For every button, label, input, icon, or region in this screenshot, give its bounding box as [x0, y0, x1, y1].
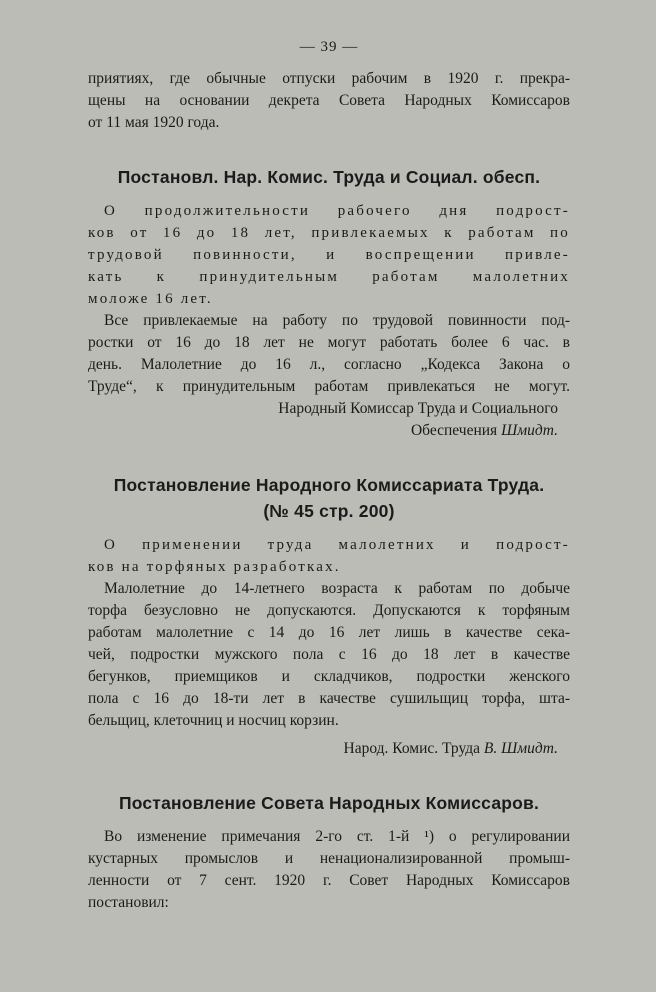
- text-line: Во изменение примечания 2-го ст. 1-й ¹) о регулировании: [104, 828, 570, 845]
- section-body: [88, 578, 570, 732]
- section-heading: Постановление Совета Народных Комиссаров.: [118, 793, 540, 813]
- text-line: Труде“, к принудительным работам привлекаться не могут.: [88, 378, 570, 395]
- section-subheading: (№ 45 стр. 200): [263, 501, 395, 521]
- text-line: кустарных промыслов и ненационализированной промыш-: [88, 850, 570, 867]
- signature-name: В. Шмидт.: [483, 740, 558, 757]
- text-line: щены на основании декрета Совета Народных Комиссаров: [88, 92, 570, 109]
- text-line: бегунков, приемщиков и складчиков, подростки женского: [88, 668, 570, 685]
- text-line: ков на торфяных разработках.: [88, 559, 341, 575]
- section-heading: Постановл. Нар. Комис. Труда и Социал. обесп.: [117, 167, 541, 187]
- text-line: день. Малолетние до 16 л., согласно „Кодекса Закона о: [88, 356, 570, 373]
- signature-title: Народный Комиссар Труда и Социального: [278, 400, 558, 417]
- section-summary: [88, 534, 570, 578]
- page-number: — 39 —: [299, 39, 359, 55]
- text-line: постановил:: [88, 894, 169, 911]
- text-line: торфа безусловно не допускаются. Допускаются к торфяным: [88, 602, 570, 619]
- text-line: трудовой повинности, и воспрещении привле-: [88, 247, 570, 263]
- text-line: пола с 16 до 18-ти лет в качестве сушильщиц торфа, шта-: [88, 690, 570, 707]
- text-line: кать к принудительным работам малолетних: [88, 269, 570, 285]
- text-line: чей, подростки мужского пола с 16 до 18 лет в качестве: [88, 646, 570, 663]
- text-line: О продолжительности рабочего дня подрост-: [104, 203, 570, 219]
- signature-prefix: Народ. Комис. Труда: [343, 740, 484, 757]
- signature-block: [88, 398, 570, 442]
- section-heading: Постановление Народного Комиссариата Труда.: [113, 475, 545, 495]
- text-line: Малолетние до 14-летнего возраста к работам по добыче: [104, 580, 570, 597]
- text-line: ков от 16 до 18 лет, привлекаемых к работам по: [88, 225, 570, 241]
- signature-line: [88, 420, 558, 442]
- text-line: Все привлекаемые на работу по трудовой повинности под-: [104, 312, 570, 329]
- text-line: ростки от 16 до 18 лет не могут работать более 6 час. в: [88, 334, 570, 351]
- text-line: О применении труда малолетних и подрост-: [104, 537, 570, 553]
- signature-line: [88, 738, 558, 760]
- text-line: приятиях, где обычные отпуски рабочим в 1920 г. прекра-: [88, 70, 570, 87]
- text-line: бельщиц, клеточниц и носчиц корзин.: [88, 712, 339, 729]
- text-line: от 11 мая 1920 года.: [88, 114, 220, 131]
- section-summary: [88, 200, 570, 310]
- signature-prefix: Обеспечения: [410, 422, 502, 439]
- intro-paragraph: [88, 68, 570, 134]
- signature-name: Шмидт.: [501, 422, 558, 439]
- section-body: [88, 826, 570, 914]
- text-line: ленности от 7 сент. 1920 г. Совет Народных Комиссаров: [88, 872, 570, 889]
- text-line: моложе 16 лет.: [88, 291, 213, 307]
- document-page: [88, 36, 570, 976]
- text-line: работам малолетние с 14 до 16 лет лишь в качестве сека-: [88, 624, 570, 641]
- section-body: [88, 310, 570, 398]
- signature-block: [88, 738, 570, 760]
